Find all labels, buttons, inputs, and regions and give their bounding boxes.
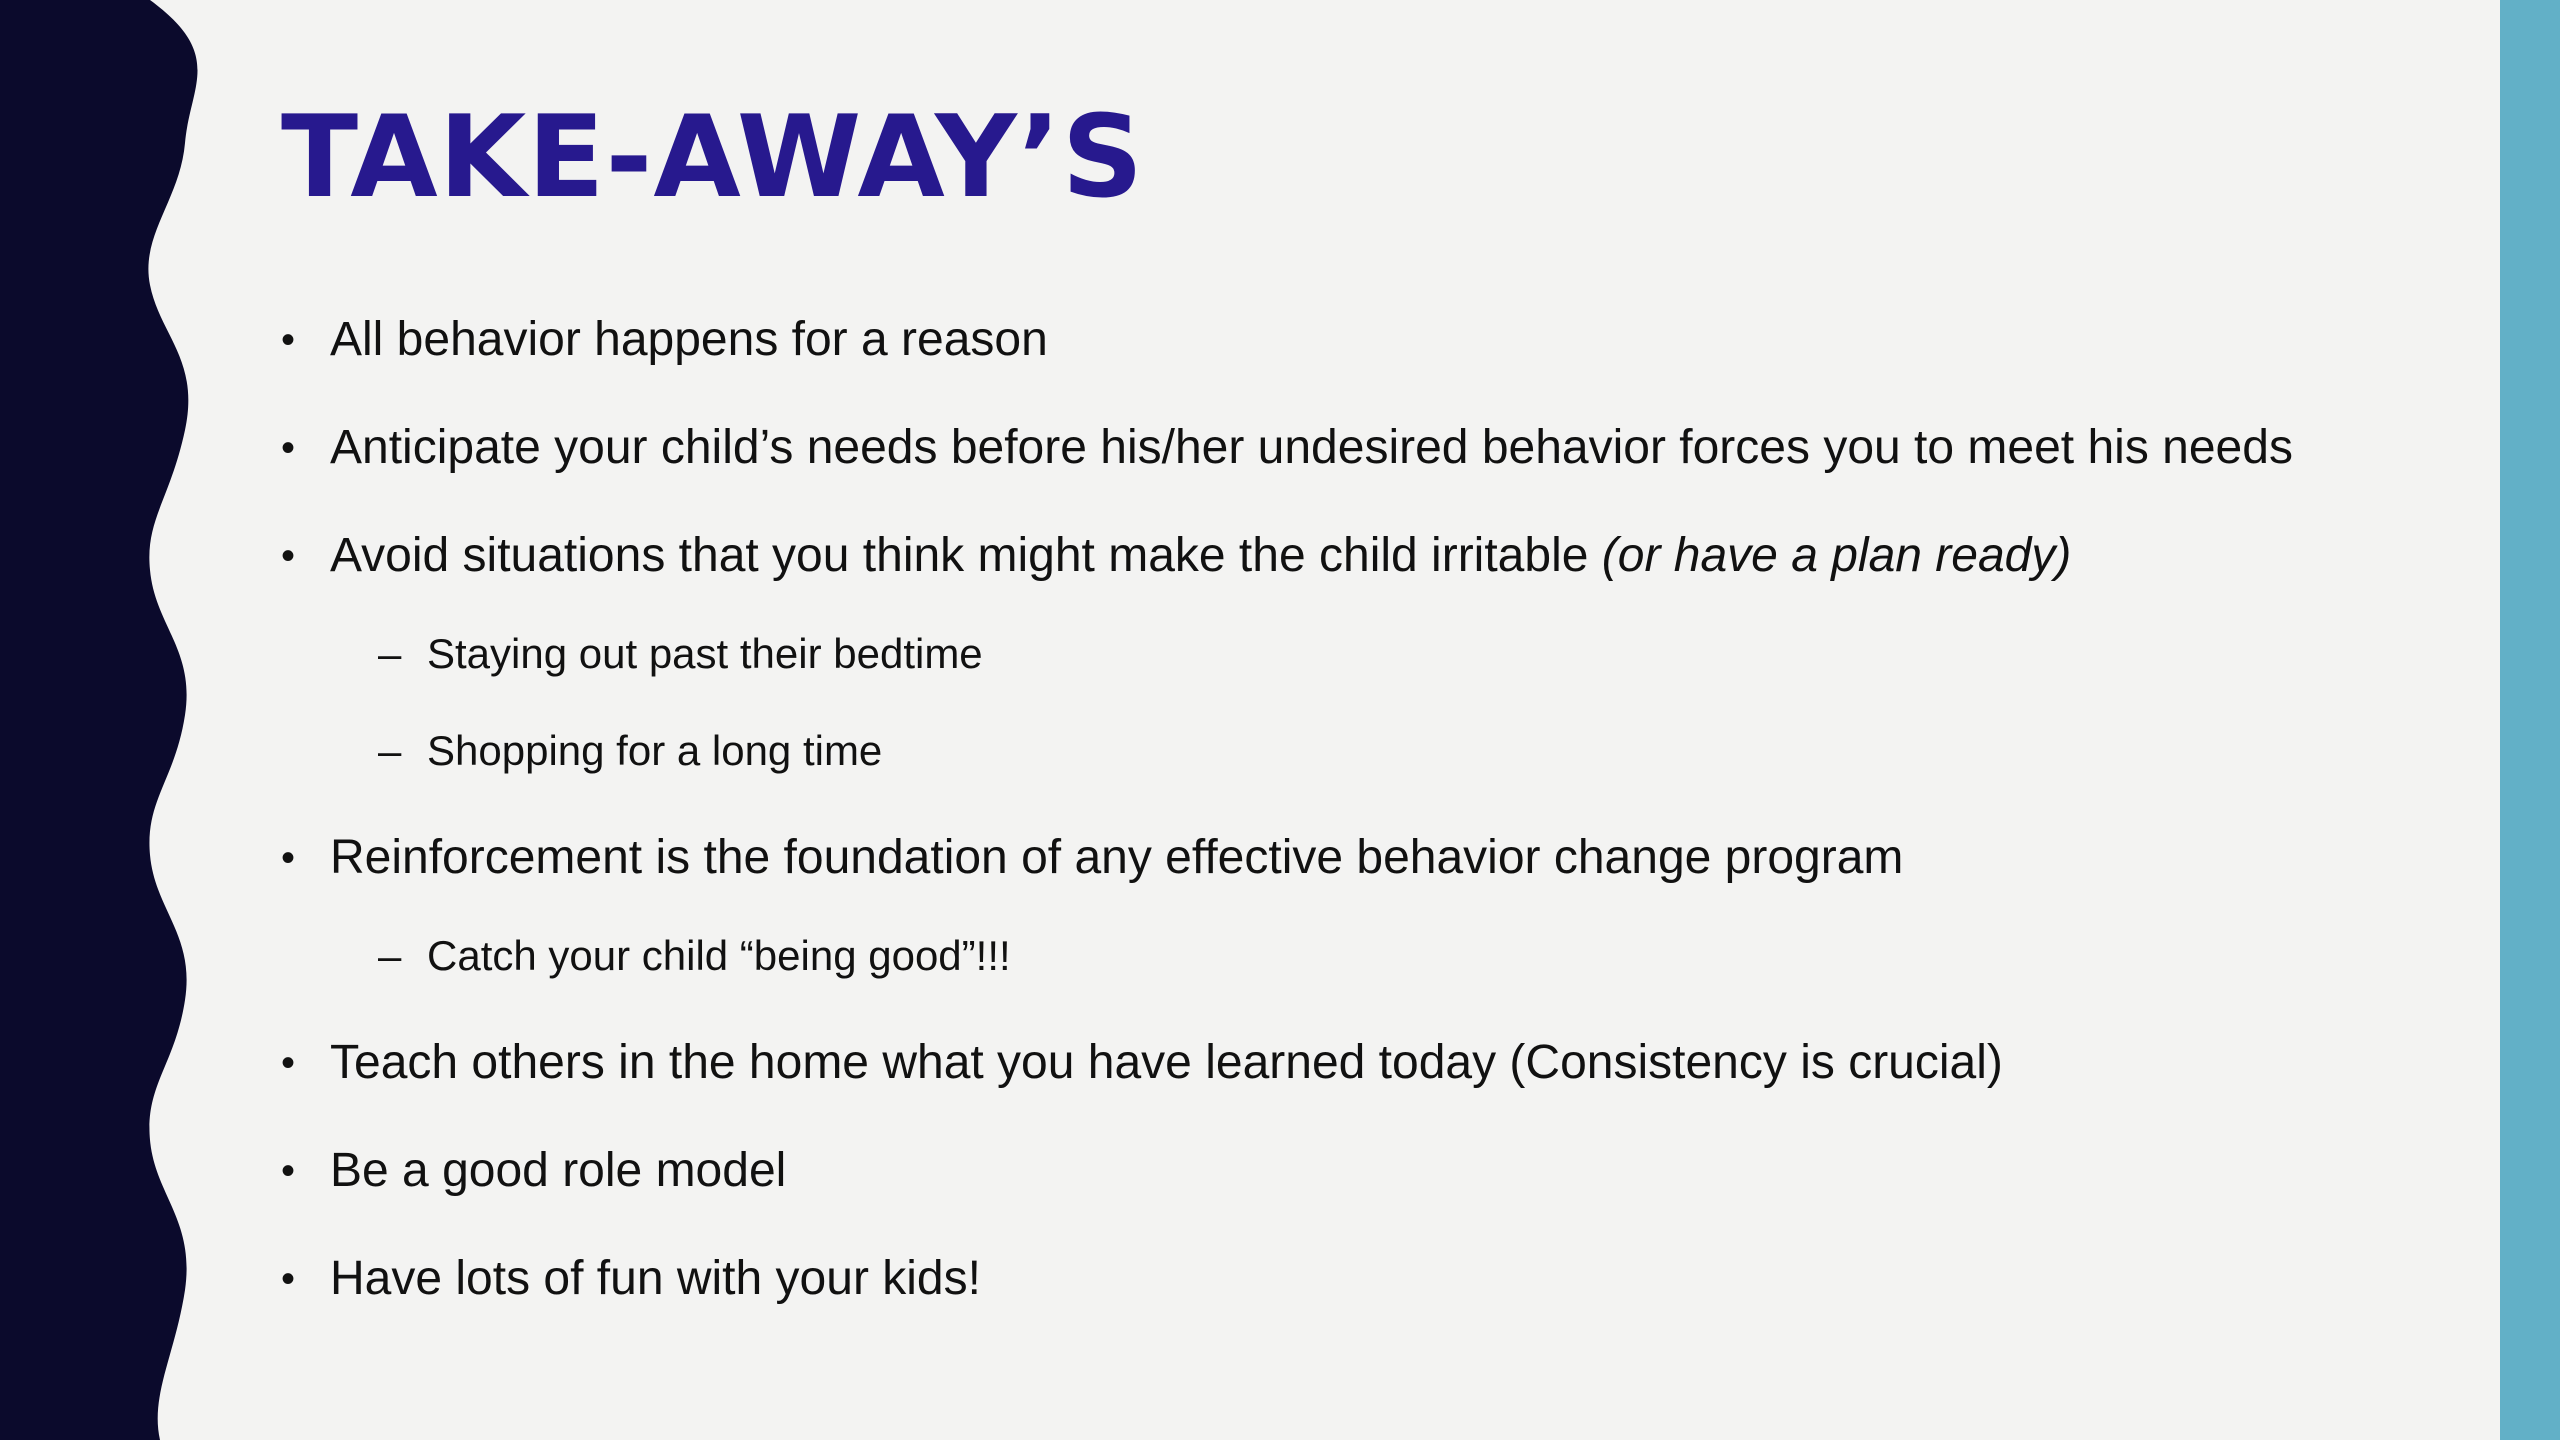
bullet-text: Teach others in the home what you have learned today (Consistency is crucial) bbox=[330, 1036, 2003, 1089]
sub-bullet-item bbox=[378, 615, 2461, 693]
bullet-item bbox=[281, 1131, 2461, 1211]
bullet-icon: • bbox=[281, 426, 296, 470]
sub-bullet-text: Catch your child “being good”!!! bbox=[427, 932, 1011, 979]
sub-bullet-item bbox=[378, 712, 2461, 790]
bullet-list bbox=[281, 300, 2461, 1319]
dash-icon: – bbox=[378, 630, 402, 677]
bullet-emphasis: (or have a plan ready) bbox=[1601, 529, 2072, 582]
bullet-item bbox=[281, 1239, 2461, 1319]
bullet-item bbox=[281, 818, 2461, 898]
bullet-icon: • bbox=[281, 836, 296, 880]
bullet-text: Reinforcement is the foundation of any effective behavior change program bbox=[330, 831, 1904, 884]
bullet-text: Anticipate your child’s needs before his/her undesired behavior forces you to meet his needs bbox=[330, 421, 2293, 474]
sub-bullet-item bbox=[378, 917, 2461, 995]
bullet-icon: • bbox=[281, 1149, 296, 1193]
bullet-item bbox=[281, 516, 2461, 596]
dash-icon: – bbox=[378, 727, 402, 774]
bullet-text: Have lots of fun with your kids! bbox=[330, 1252, 981, 1305]
bullet-icon: • bbox=[281, 1257, 296, 1301]
bullet-icon: • bbox=[281, 318, 296, 362]
bullet-icon: • bbox=[281, 534, 296, 578]
bullet-text: Avoid situations that you think might make the child irritable bbox=[330, 529, 1602, 582]
dash-icon: – bbox=[378, 932, 402, 979]
slide-title: TAKE-AWAY’S bbox=[281, 91, 1145, 223]
bullet-icon: • bbox=[281, 1041, 296, 1085]
sub-bullet-text: Shopping for a long time bbox=[427, 727, 883, 774]
bullet-item bbox=[281, 408, 2461, 488]
bullet-text: Be a good role model bbox=[330, 1144, 787, 1197]
left-wave-band bbox=[0, 0, 200, 1440]
right-accent-stripe bbox=[2500, 0, 2560, 1440]
bullet-item bbox=[281, 300, 2461, 380]
sub-bullet-text: Staying out past their bedtime bbox=[427, 630, 983, 677]
bullet-item bbox=[281, 1023, 2461, 1103]
bullet-text: All behavior happens for a reason bbox=[330, 313, 1048, 366]
